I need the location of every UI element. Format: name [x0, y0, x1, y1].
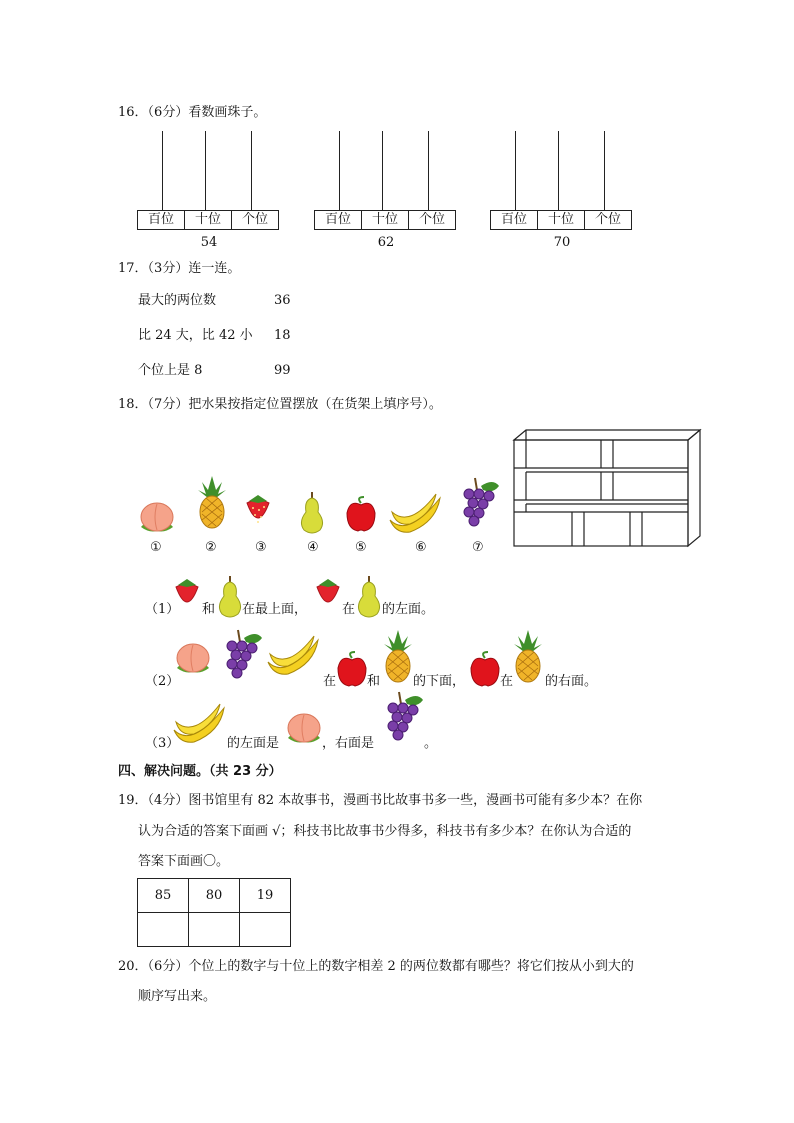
q16-title: 16．（6分）看数画珠子。 [118, 105, 267, 120]
match-left-2: 比 24 大，比 42 小 [138, 328, 253, 343]
q18-1-num: （1） [145, 602, 180, 617]
fruit-label-3: ③ [255, 540, 267, 555]
answer-cell[interactable] [240, 913, 291, 947]
pineapple-icon [512, 628, 544, 684]
match-right-1: 36 [274, 293, 291, 308]
place-hundreds: 百位 [314, 210, 362, 230]
q18-1-text-top: 在最上面， [242, 602, 308, 617]
grape-icon [222, 628, 264, 684]
answer-cell[interactable] [189, 913, 240, 947]
strawberry-icon [172, 575, 202, 615]
q18-2-text-at2: 在 [500, 674, 514, 689]
abacus-2 [315, 131, 457, 250]
apple-icon [344, 495, 378, 533]
q18-title: 18．（7分）把水果按指定位置摆放（在货架上填序号）。 [118, 397, 442, 412]
peach-icon [137, 497, 177, 535]
place-tens: 十位 [537, 210, 585, 230]
place-tens: 十位 [184, 210, 232, 230]
peach-icon [173, 638, 213, 676]
q18-2-text-and: 和 [367, 674, 381, 689]
peach-icon [284, 708, 324, 746]
place-ones: 个位 [584, 210, 632, 230]
table-cell: 85 [138, 879, 189, 913]
match-right-3: 99 [274, 363, 291, 378]
abacus-1 [138, 131, 280, 250]
place-ones: 个位 [408, 210, 456, 230]
pineapple-icon [382, 628, 414, 684]
q19-line-3: 答案下面画〇。 [138, 854, 230, 869]
match-right-2: 18 [274, 328, 291, 343]
abacus-3 [491, 131, 633, 250]
shelf-diagram [512, 428, 704, 554]
q18-1-text-and: 和 [202, 602, 216, 617]
q18-3-num: （3） [145, 736, 180, 751]
place-hundreds: 百位 [490, 210, 538, 230]
fruit-label-7: ⑦ [472, 540, 484, 555]
q18-3-text-end: 。 [424, 736, 438, 751]
abacus-number: 62 [377, 235, 395, 250]
q19-line-1: 19．（4分）图书馆里有 82 本故事书，漫画书比故事书多一些，漫画书可能有多少本？在你 [118, 793, 643, 808]
fruit-label-1: ① [150, 540, 162, 555]
match-left-3: 个位上是 8 [138, 363, 203, 378]
banana-icon [266, 634, 322, 680]
fruit-label-2: ② [205, 540, 217, 555]
pineapple-icon [196, 474, 228, 530]
q19-line-2: 认为合适的答案下面画 √；科技书比故事书少得多，科技书有多少本？在你认为合适的 [138, 824, 632, 839]
strawberry-icon [313, 575, 343, 615]
apple-icon [335, 650, 369, 688]
q18-2-text-at: 在 [323, 674, 337, 689]
abacus-number: 70 [553, 235, 571, 250]
grape-icon [459, 476, 501, 532]
q18-2-num: （2） [145, 674, 180, 689]
q18-2-text-right: 的右面。 [545, 674, 598, 689]
grape-icon [383, 690, 425, 746]
place-ones: 个位 [231, 210, 279, 230]
q20-line-2: 顺序写出来。 [138, 989, 217, 1004]
q18-3-text-rightis: ，右面是 [322, 736, 375, 751]
q20-line-1: 20．（6分）个位上的数字与十位上的数字相差 2 的两位数都有哪些？将它们按从小到大的 [118, 959, 634, 974]
q18-1-text-left: 的左面。 [382, 602, 435, 617]
pear-icon [298, 490, 326, 534]
table-cell: 80 [189, 879, 240, 913]
match-left-1: 最大的两位数 [138, 293, 217, 308]
fruit-label-4: ④ [307, 540, 319, 555]
abacus-number: 54 [200, 235, 218, 250]
place-hundreds: 百位 [137, 210, 185, 230]
q18-1-text-at: 在 [342, 602, 356, 617]
answer-cell[interactable] [138, 913, 189, 947]
fruit-label-5: ⑤ [355, 540, 367, 555]
q19-answer-table [137, 878, 291, 947]
q18-2-text-below: 的下面， [413, 674, 466, 689]
section-4-title: 四、解决问题。（共 23 分） [118, 764, 282, 779]
strawberry-icon [243, 491, 273, 531]
banana-icon [388, 492, 444, 538]
table-cell: 19 [240, 879, 291, 913]
banana-icon [172, 702, 228, 748]
pear-icon [355, 574, 383, 618]
place-tens: 十位 [361, 210, 409, 230]
q18-3-text-leftis: 的左面是 [227, 736, 280, 751]
q17-title: 17．（3分）连一连。 [118, 261, 241, 276]
fruit-label-6: ⑥ [415, 540, 427, 555]
pear-icon [216, 574, 244, 618]
apple-icon [468, 650, 502, 688]
